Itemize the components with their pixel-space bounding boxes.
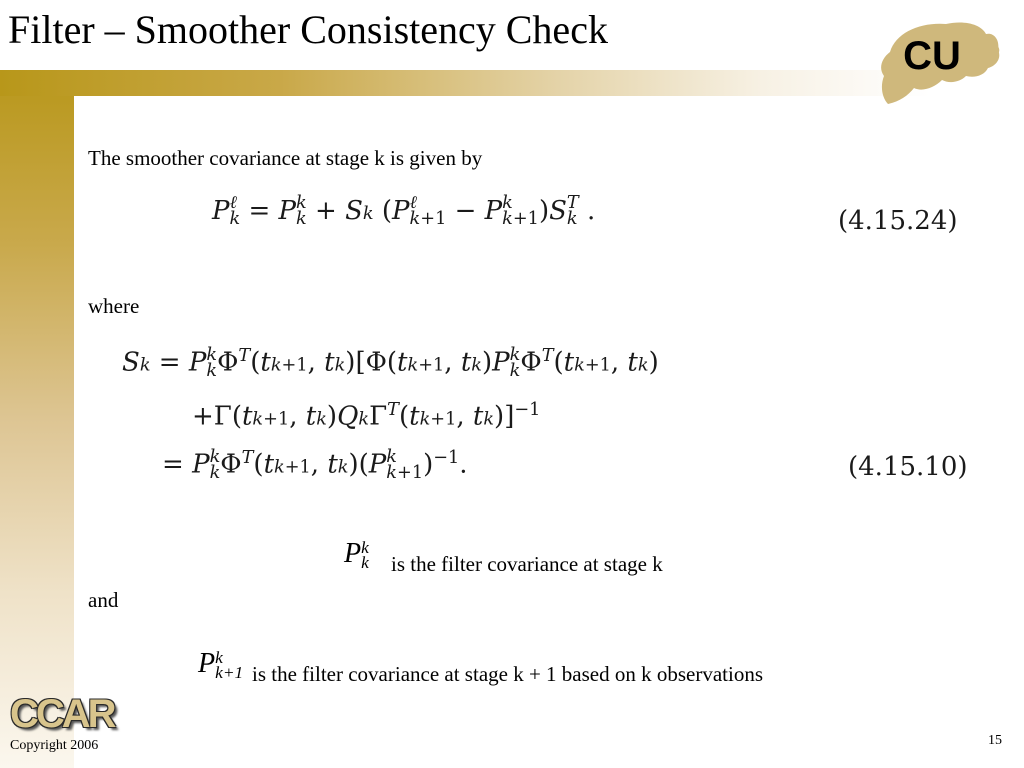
symbol-p-k-kplus1: P k k+1	[198, 647, 244, 682]
page-number: 15	[988, 733, 1002, 748]
slide-title: Filter – Smoother Consistency Check	[8, 7, 608, 52]
intro-text: The smoother covariance at stage k is given by	[88, 146, 483, 170]
ccar-logo: CCAR	[10, 692, 114, 736]
definition-2-text: is the filter covariance at stage k + 1 based on k observations	[252, 662, 764, 686]
equation-sk-line3: = P k k $\Phi^T(tk+1$, tk)(P k k+1 )$^{-1}$.	[162, 446, 468, 483]
cu-buffalo-logo	[876, 14, 1006, 109]
title-underline-bar	[0, 70, 930, 96]
equation-sk-line1: Sk = P k k $\Phi^T(tk+1$, tk)[Φ(tk+1, tk)P k k $\Phi^T(tk+1$, tk)	[122, 344, 659, 381]
cu-logo-text: CU	[903, 34, 961, 78]
copyright-text: Copyright 2006	[10, 738, 99, 753]
left-decorative-bar	[0, 70, 74, 768]
where-text: where	[88, 294, 140, 318]
equation-number-1: (4.15.24)	[838, 206, 958, 236]
definition-1-text: is the filter covariance at stage k	[391, 552, 663, 576]
equation-number-2: (4.15.10)	[848, 452, 968, 482]
symbol-p-k-k: P k k	[344, 537, 369, 572]
and-text: and	[88, 588, 119, 612]
equation-sk-line2: +Γ(tk+1, tk)QkΓ$^T$(tk+1, tk)]$^{-1}$	[192, 400, 541, 432]
equation-smoother-covariance: P ℓ k = P k k + Sk (P ℓ k+1 − P k k+1 )S T k .	[212, 193, 596, 229]
